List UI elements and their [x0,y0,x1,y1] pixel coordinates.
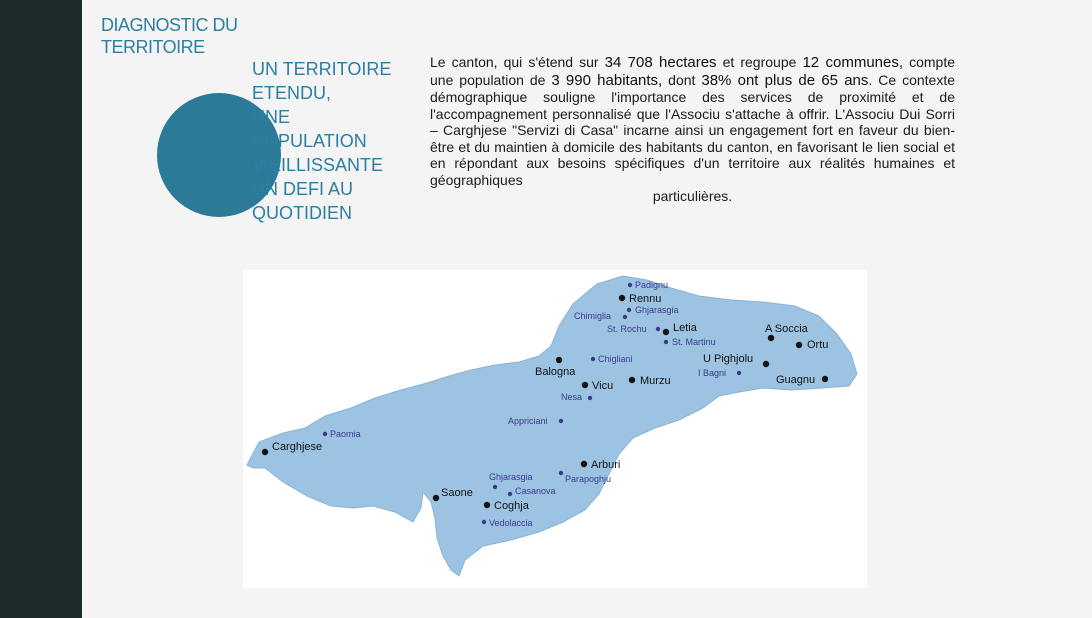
hamlet-casanova [508,486,556,496]
svg-text:Paomia: Paomia [330,429,361,439]
svg-text:Letia: Letia [673,322,697,334]
svg-text:Nesa: Nesa [561,392,583,402]
svg-text:Vedolaccia: Vedolaccia [489,518,533,528]
svg-text:Casanova: Casanova [515,486,556,496]
hamlet-ghjarasgia-north [627,305,679,315]
section-title: DIAGNOSTIC DU TERRITOIRE [101,15,238,57]
text-run: Le canton, qui s'étend sur [430,54,605,70]
communes-value: 12 communes, [802,54,904,71]
svg-text:Chimiglia: Chimiglia [574,311,612,321]
text-run: dont [662,71,702,88]
canton-shape [247,276,857,576]
map-svg [243,270,867,588]
headline-line: UN TERRITOIRE [252,59,392,79]
headline-line: ETENDU, [252,83,332,103]
svg-text:Parapoghju: Parapoghju [565,474,612,484]
canton-map [243,270,867,588]
svg-text:I Bagni: I Bagni [698,368,727,378]
svg-text:Murzu: Murzu [640,375,671,387]
text-run: et regroupe [716,54,803,70]
headline-line: UN DEFI AU [252,179,354,199]
svg-text:A Soccia: A Soccia [765,323,808,335]
headline-line: POPULATION [252,131,367,151]
elderly-share-value: 38% ont plus de 65 ans [701,71,869,89]
svg-text:Carghjese: Carghjese [272,441,323,453]
svg-text:St. Martinu: St. Martinu [672,337,716,347]
text-run: compte une population de [430,54,956,88]
headline-line: UNE [252,107,291,127]
svg-text:Vicu: Vicu [592,380,614,392]
svg-text:U Pighjolu: U Pighjolu [703,353,754,365]
svg-text:Balogna: Balogna [535,366,576,378]
svg-text:Ghjarasgia: Ghjarasgia [489,472,533,482]
svg-text:Rennu: Rennu [629,293,662,305]
svg-text:Arburi: Arburi [591,459,621,471]
headline-line: VIEILLISSANTE [252,155,384,175]
svg-text:Ghjarasgia: Ghjarasgia [635,305,679,315]
hamlet-st-martinu [664,337,716,347]
svg-text:Padignu: Padignu [635,280,669,290]
svg-text:Appriciani: Appriciani [508,416,548,426]
headline-line: QUOTIDIEN [252,203,353,223]
sidebar-band [0,0,82,618]
hamlet-vedolaccia [482,518,533,528]
svg-text:Chigliani: Chigliani [598,354,633,364]
population-value: 3 990 habitants, [551,71,663,89]
headline [252,57,402,225]
svg-text:Saone: Saone [441,487,473,499]
svg-text:Ortu: Ortu [807,339,829,351]
text-run: . Ce contexte démographique souligne l'importance des services de proximité et de l'accompagnement personnalisé que l'Associu s'attache à offrir. L'Associu Dui Sorri – Carghjese "Servizi di Casa" incarne ainsi un engagement fort en faveur du bien-être et du maintien à domicile des habitants du canton, en favorisant le lien social et en répondant aux besoins spécifiques d'un territoire aux réalités humaines et géographiques [430,71,955,188]
text-run: particulières. [652,188,733,204]
description-paragraph [430,54,955,205]
svg-text:Guagnu: Guagnu [776,374,816,386]
area-value: 34 708 hectares [604,54,717,71]
hamlet-chigliani [591,354,633,364]
svg-text:Coghja: Coghja [494,500,529,512]
svg-text:St. Rochu: St. Rochu [607,324,647,334]
